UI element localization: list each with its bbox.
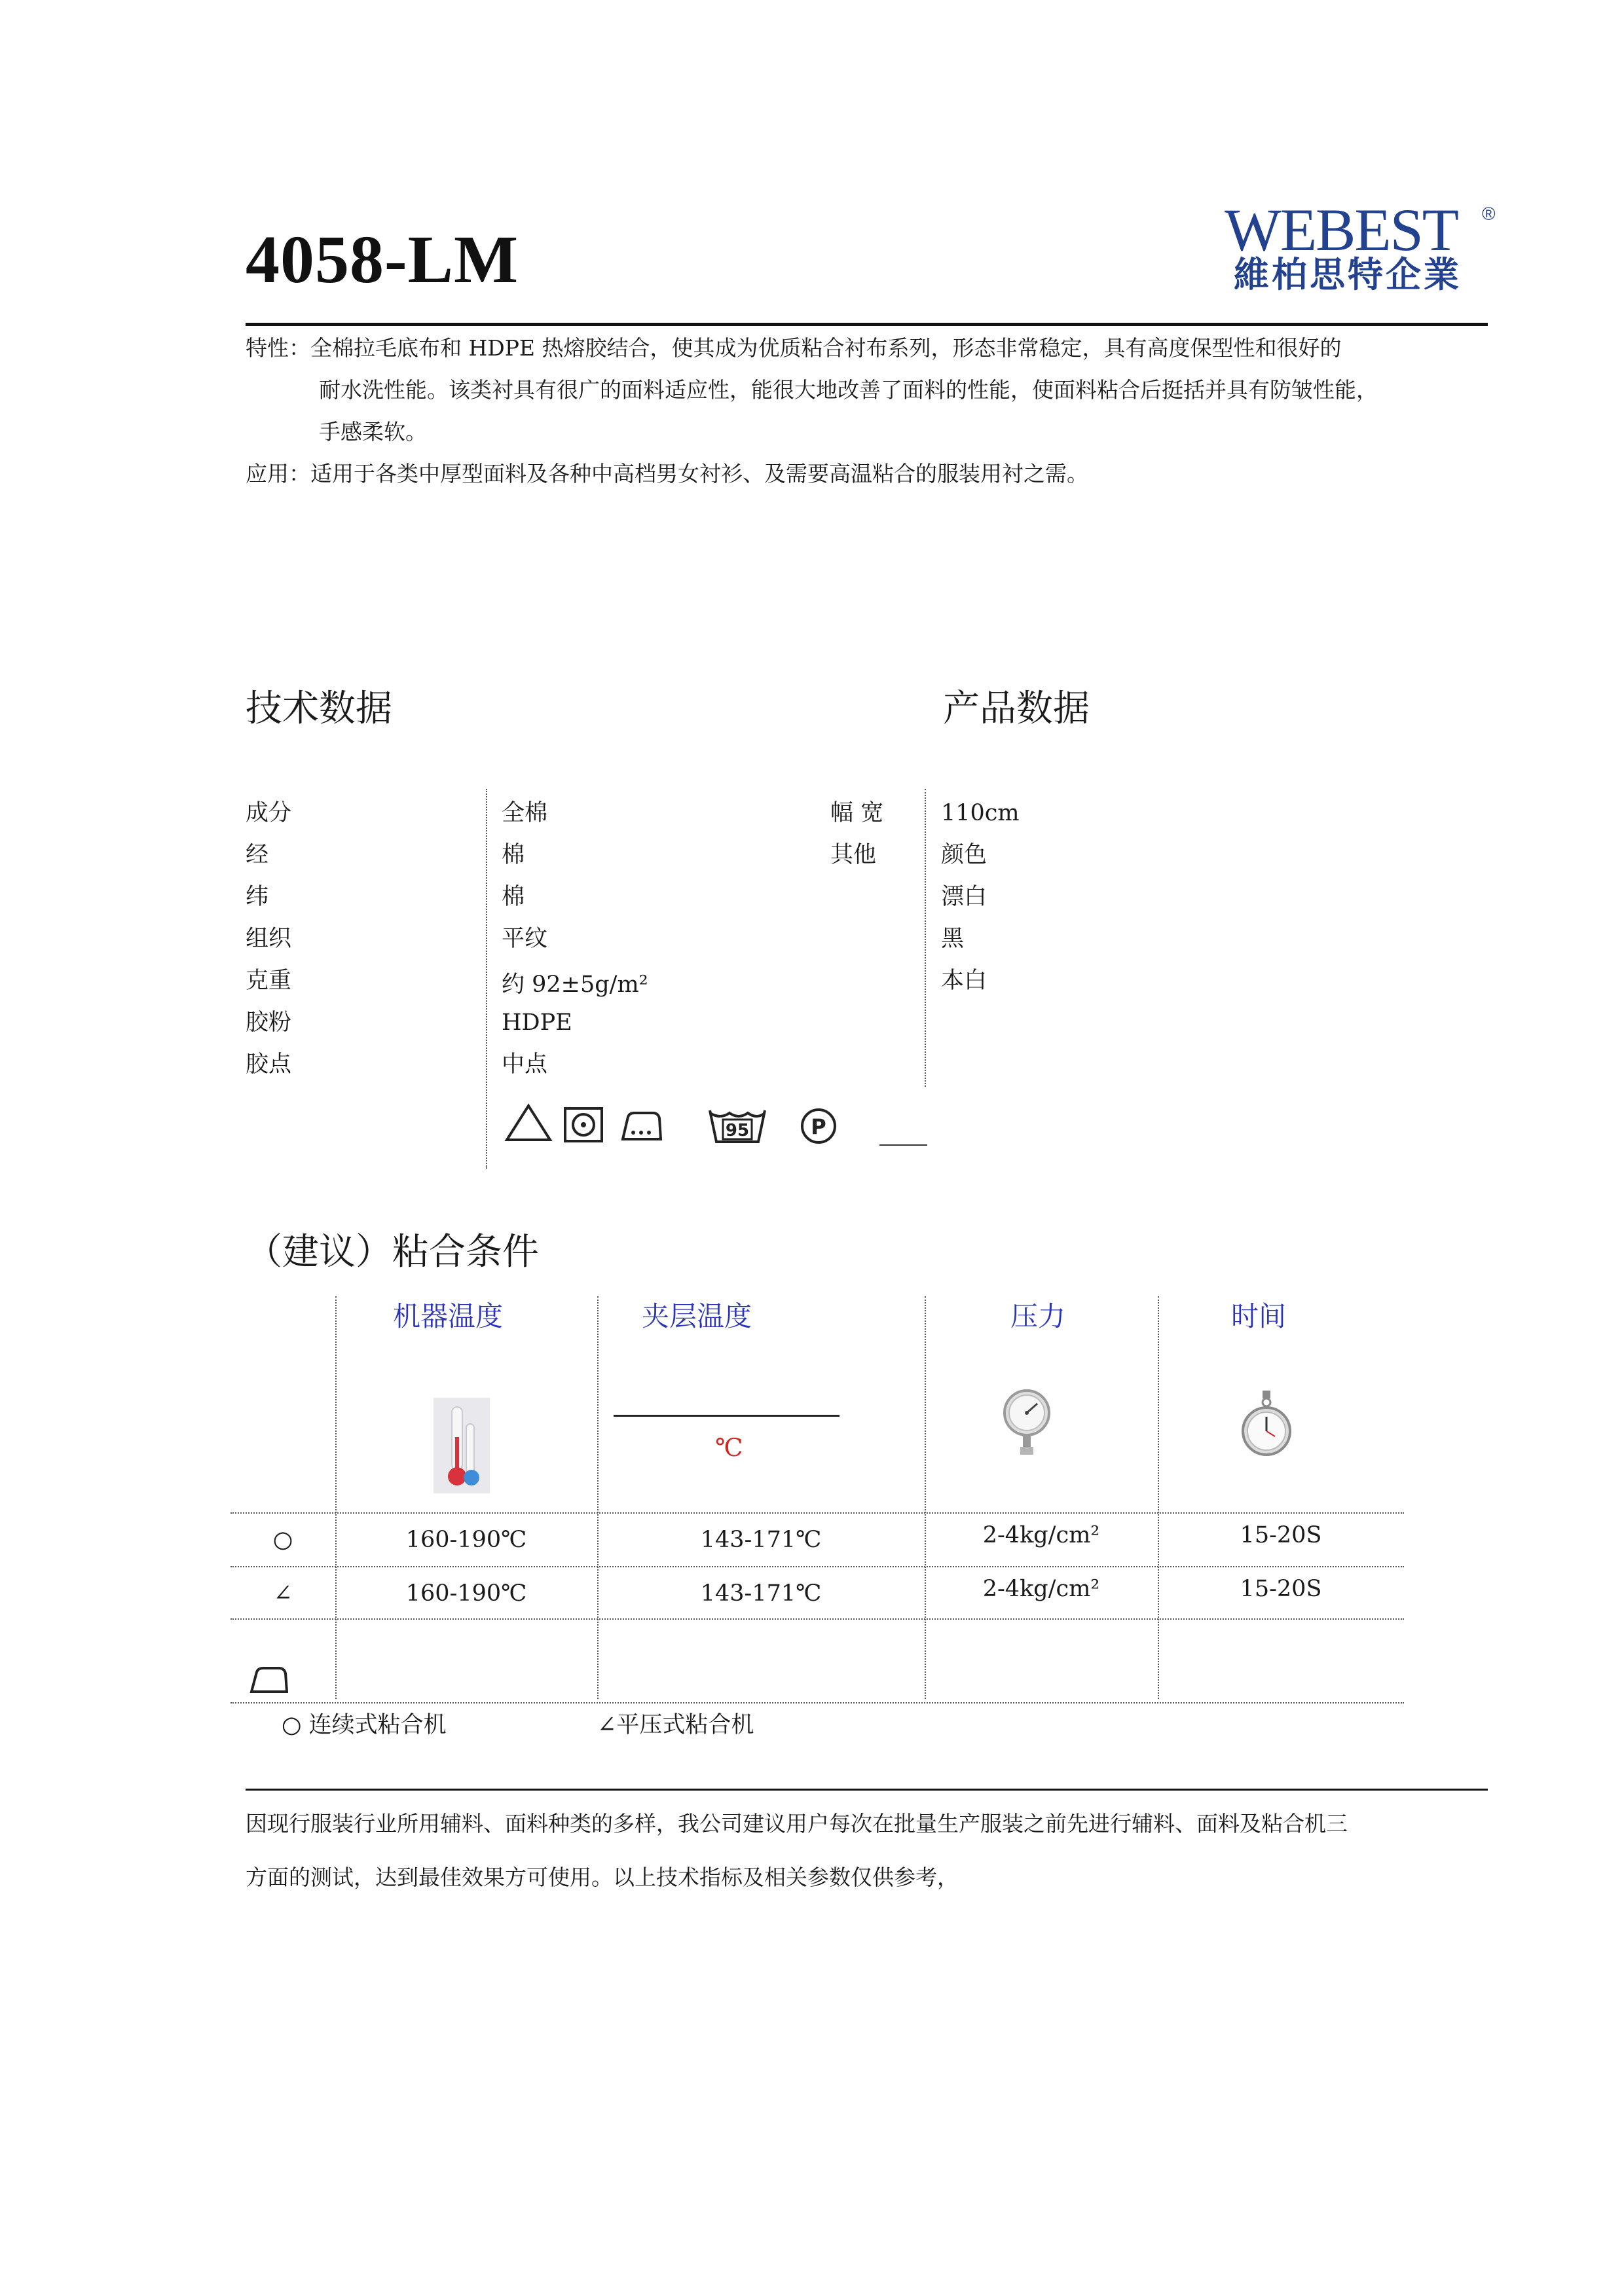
width-value: 110cm <box>941 800 1020 826</box>
bonding-heading: （建议）粘合条件 <box>246 1231 539 1273</box>
row-symbol-flat: ∠ <box>273 1580 293 1607</box>
bond-col-line <box>335 1296 337 1699</box>
color-value: 本白 <box>941 968 987 994</box>
features-label: 特性： <box>246 335 310 361</box>
other-label: 其他 <box>830 842 877 868</box>
width-label: 幅 宽 <box>830 800 884 826</box>
color-value: 黑 <box>941 926 965 952</box>
tech-label: 成分 <box>246 800 292 826</box>
col-layer-temp: 夹层温度 <box>642 1300 752 1332</box>
bond-row-line <box>231 1512 1404 1514</box>
tech-value: 中点 <box>502 1051 548 1078</box>
dryclean-p-icon <box>799 1106 838 1146</box>
tech-divider-right <box>925 789 926 1087</box>
layer-temp-value: 143-171℃ <box>700 1580 822 1607</box>
features-line-1: 全棉拉毛底布和 HDPE 热熔胶结合，使其成为优质粘合衬布系列，形态非常稳定，具有高度保型性和很好的 <box>310 335 1342 361</box>
blank-line-icon <box>879 1144 927 1146</box>
tech-data-heading: 技术数据 <box>246 687 392 730</box>
tech-value: 棉 <box>502 842 525 868</box>
application-text: 适用于各类中厚型面料及各种中高档男女衬衫、及需要高温粘合的服装用衬之需。 <box>310 461 1088 486</box>
layer-temp-value: 143-171℃ <box>700 1527 822 1553</box>
logo-brand-cn: 維柏思特企業 <box>1234 254 1462 295</box>
bond-row-line <box>231 1702 1404 1704</box>
bond-col-line <box>597 1296 599 1699</box>
col-time: 时间 <box>1231 1300 1287 1332</box>
logo-registered-mark: ® <box>1482 204 1496 224</box>
footer-line-2: 方面的测试，达到最佳效果方可使用。以上技术指标及相关参数仅供参考， <box>246 1865 959 1890</box>
stopwatch-icon <box>1241 1389 1292 1461</box>
tech-label: 克重 <box>246 968 292 994</box>
wash-temp-text: 95 <box>725 1121 750 1140</box>
header-rule <box>246 323 1488 326</box>
bond-row-line <box>231 1566 1404 1567</box>
features-paragraph <box>246 327 1493 495</box>
footer-note <box>246 1797 1493 1904</box>
machine-temp-value: 160-190℃ <box>405 1580 527 1607</box>
tech-value: 棉 <box>502 884 525 910</box>
bleach-triangle-icon <box>504 1103 553 1142</box>
tech-label: 纬 <box>246 884 269 910</box>
col-machine-temp: 机器温度 <box>393 1300 504 1332</box>
product-data-heading: 产品数据 <box>943 687 1090 730</box>
footer-rule <box>246 1789 1488 1791</box>
features-line-2: 耐水洗性能。该类衬具有很广的面料适应性，能很大地改善了面料的性能，使面料粘合后挺括并具有防皱性能， <box>319 377 1378 403</box>
row-symbol-continuous: ○ <box>272 1527 293 1553</box>
bond-row-line <box>231 1618 1404 1620</box>
layer-temp-unit: ℃ <box>715 1433 743 1462</box>
iron-icon <box>619 1108 663 1143</box>
logo-brand-en: WEBEST <box>1225 196 1458 263</box>
pressure-gauge-icon <box>1002 1388 1052 1464</box>
time-value: 15-20S <box>1240 1522 1322 1548</box>
wash-95-icon <box>707 1106 767 1146</box>
tech-label: 组织 <box>246 926 292 952</box>
tech-value: HDPE <box>502 1010 572 1036</box>
features-line-3: 手感柔软。 <box>319 419 427 445</box>
machine-temp-value: 160-190℃ <box>405 1527 527 1553</box>
tech-value: 约 92±5g/m² <box>502 972 648 998</box>
dryclean-letter: P <box>811 1114 826 1139</box>
pressure-value: 2-4kg/cm² <box>982 1522 1100 1548</box>
layer-temp-blank <box>614 1415 840 1417</box>
bond-col-line <box>1158 1296 1159 1699</box>
time-value: 15-20S <box>1240 1576 1322 1602</box>
legend-flat: ∠平压式粘合机 <box>597 1712 754 1738</box>
company-logo <box>1225 196 1500 301</box>
application-label: 应用： <box>246 461 310 486</box>
tech-label: 经 <box>246 842 269 868</box>
color-label: 颜色 <box>941 842 987 868</box>
tech-divider-left <box>486 789 487 1169</box>
pressure-value: 2-4kg/cm² <box>982 1576 1100 1602</box>
footer-line-1: 因现行服装行业所用辅料、面料种类的多样，我公司建议用户每次在批量生产服装之前先进行辅料、面料及粘合机三 <box>246 1811 1348 1836</box>
color-value: 漂白 <box>941 884 987 910</box>
tech-value: 全棉 <box>502 800 548 826</box>
tech-value: 平纹 <box>502 926 548 952</box>
thermometer-icon <box>434 1398 490 1493</box>
tumble-dry-icon <box>563 1106 604 1143</box>
tech-label: 胶粉 <box>246 1010 292 1036</box>
bond-col-line <box>925 1296 926 1699</box>
col-pressure: 压力 <box>1010 1300 1066 1332</box>
iron-row-icon <box>249 1664 288 1696</box>
product-code: 4058-LM <box>246 222 519 297</box>
tech-label: 胶点 <box>246 1051 292 1078</box>
legend-continuous: ○ 连续式粘合机 <box>282 1712 447 1738</box>
